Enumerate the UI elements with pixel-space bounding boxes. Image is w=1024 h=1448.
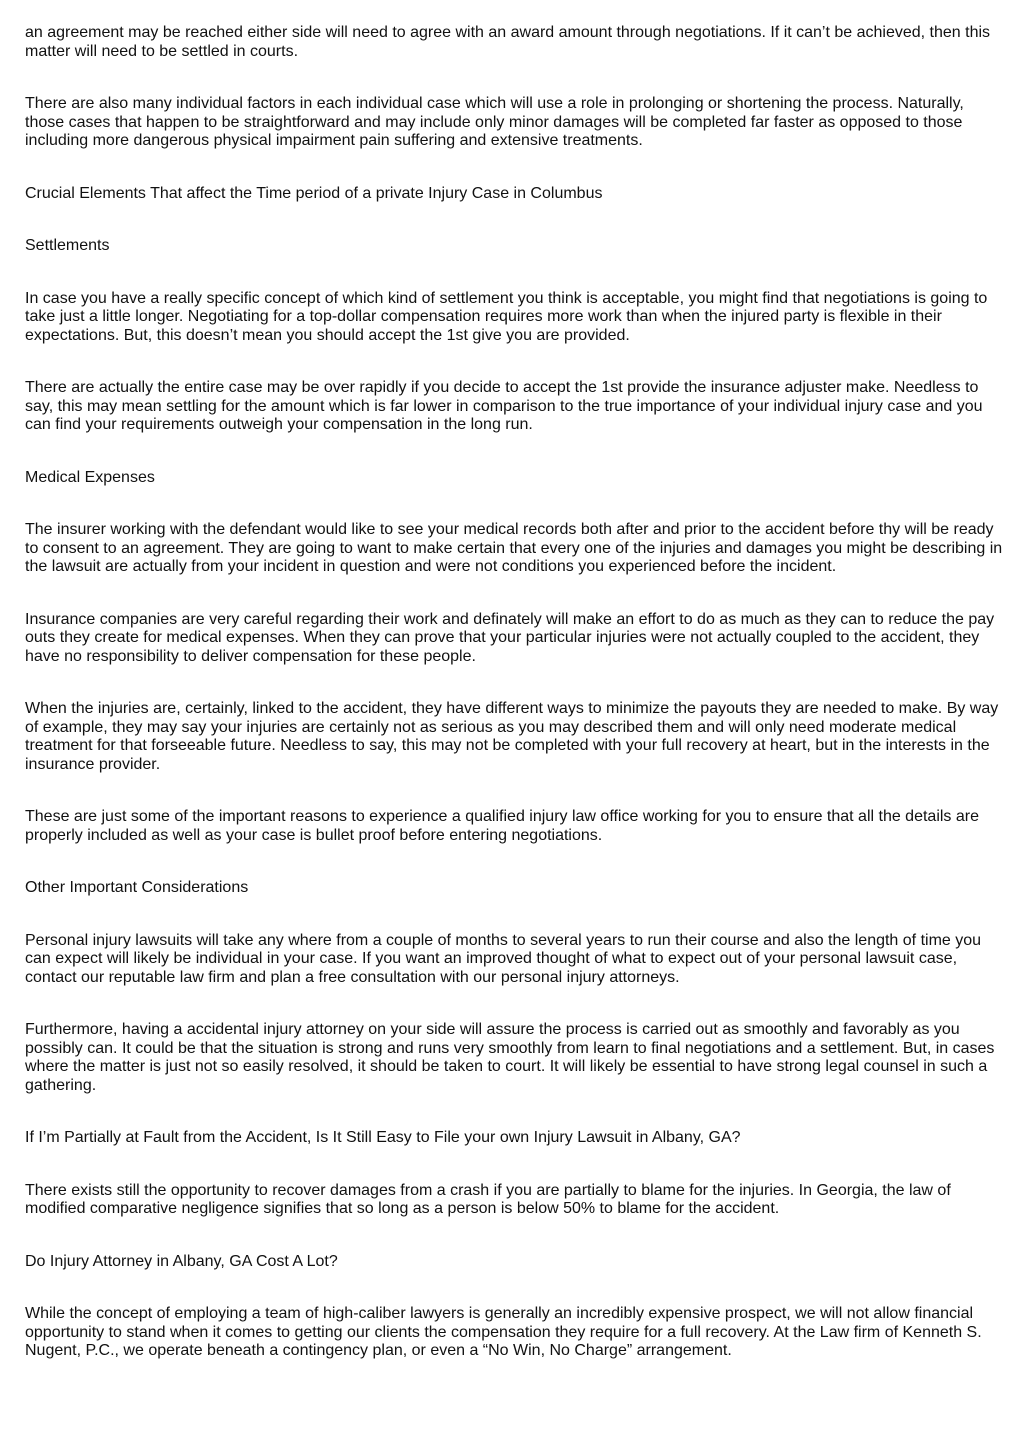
paragraph: The insurer working with the defendant would like to see your medical records both after and prior to the accident before thy will be ready to consent to an agreement. They are going to want to make certain that every one of the injuries and damages you might be describing in the lawsuit are actually from your incident in question and were not conditions you experienced before the incident. [25, 521, 1003, 575]
section-heading: Medical Expenses [25, 468, 155, 486]
section-heading: If I’m Partially at Fault from the Accident, Is It Still Easy to File your own Injury Lawsuit in Albany, GA? [25, 1129, 741, 1146]
paragraph: There are also many individual factors in each individual case which will use a role in prolonging or shortening the process. Naturally, those cases that happen to be straightforward and may include only minor damages will be completed far faster as opposed to those including more dangerous physical impairment pain suffering and extensive treatments. [25, 95, 964, 149]
paragraph: an agreement may be reached either side will need to agree with an award amount through negotiations. If it can’t be achieved, then this matter will need to be settled in courts. [25, 24, 991, 60]
paragraph: While the concept of employing a team of high-caliber lawyers is generally an incredibly expensive prospect, we will not allow financial opportunity to stand when it comes to getting our clients the compensation they require for a full recovery. At the Law firm of Kenneth S. Nugent, P.C., we operate beneath a contingency plan, or even a “No Win, No Charge” arrangement. [25, 1305, 982, 1359]
paragraph: Insurance companies are very careful regarding their work and definately will make an effort to do as much as they can to reduce the pay outs they create for medical expenses. When they can prove that your particular injuries were not actually coupled to the accident, they have no responsibility to deliver compensation for these people. [25, 610, 995, 665]
paragraph: Personal injury lawsuits will take any where from a couple of months to several years to run their course and also the length of time you can expect will likely be individual in your case. If you want an improved thought of what to expect out of your personal lawsuit case, contact our reputable law firm and plan a free consultation with our personal injury attorneys. [25, 931, 982, 986]
document-body [25, 24, 1005, 1361]
section-heading: Do Injury Attorney in Albany, GA Cost A Lot? [25, 1252, 338, 1270]
paragraph: These are just some of the important reasons to experience a qualified injury law office working for you to ensure that all the details are properly included as well as your case is bullet proof before entering negotiations. [25, 808, 979, 844]
paragraph: There are actually the entire case may be over rapidly if you decide to accept the 1st provide the insurance adjuster make. Needless to say, this may mean settling for the amount which is far lower in comparison to the true importance of your individual injury case and you can find your requirements outweigh your compensation in the long run. [25, 379, 983, 433]
section-heading: Other Important Considerations [25, 879, 249, 896]
paragraph: Furthermore, having a accidental injury attorney on your side will assure the process is carried out as smoothly and favorably as you possibly can. It could be that the situation is strong and runs very smoothly from learn to final negotiations and a settlement. But, in cases where the matter is just not so easily resolved, it should be taken to court. It will likely be essential to have strong legal counsel in such a gathering. [25, 1021, 995, 1094]
paragraph: In case you have a really specific concept of which kind of settlement you think is acceptable, you might find that negotiations is going to take just a little longer. Negotiating for a top-dollar compensation requires more work than when the injured party is flexible in their expectations. But, this doesn’t mean you should accept the 1st give you are provided. [25, 289, 988, 344]
paragraph: There exists still the opportunity to recover damages from a crash if you are partially to blame for the injuries. In Georgia, the law of modified comparative negligence signifies that so long as a person is below 50% to blame for the accident. [25, 1181, 951, 1217]
section-heading: Settlements [25, 237, 110, 254]
paragraph: When the injuries are, certainly, linked to the accident, they have different ways to minimize the payouts they are needed to make. By way of example, they may say your injuries are certainly not as serious as you may described them and will only need moderate medical treatment for that forseeable future. Needless to say, this may not be completed with your full recovery at heart, but in the interests in the insurance provider. [25, 700, 999, 773]
section-heading: Crucial Elements That affect the Time period of a private Injury Case in Columbus [25, 184, 603, 202]
